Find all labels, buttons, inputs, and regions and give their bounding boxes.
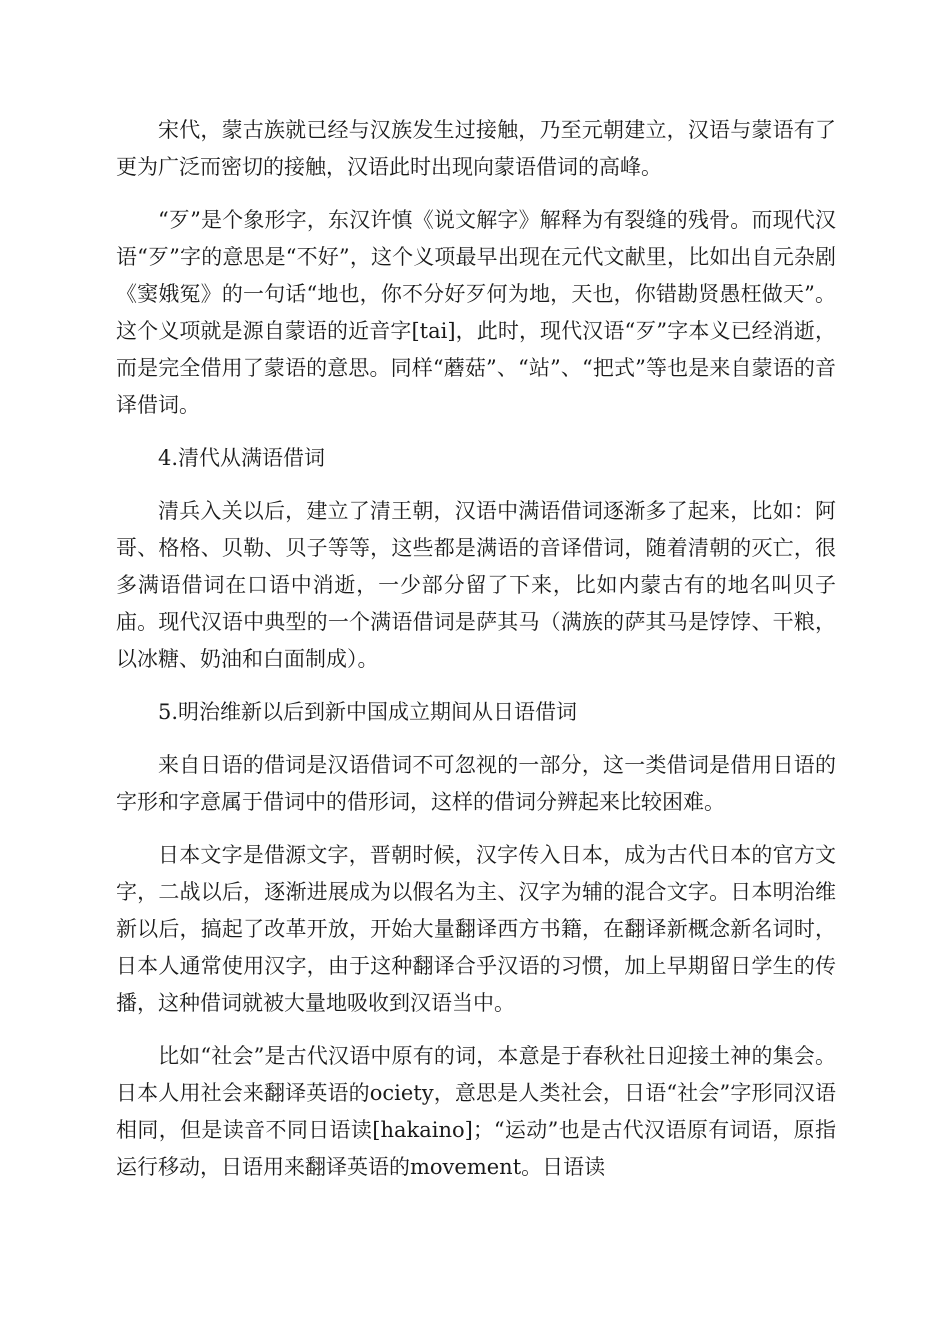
section-heading-qing-manchu: 4.清代从满语借词 [158,446,326,470]
section-heading-japanese-loanwords: 5.明治维新以后到新中国成立期间从日语借词 [158,700,578,724]
paragraph-shehui-example: 比如“社会”是古代汉语中原有的词，本意是于春秋社日迎接土神的集会。日本人用社会来翻译英语的ociety，意思是人类社会，日语“社会”字形同汉语相同，但是读音不同日语读[hakaino]；“运动”也是古代汉语原有词语，原指运行移动，日语用来翻译英语的movement。日语读 [116,1044,836,1179]
paragraph-dai-character: “歹”是个象形字，东汉许慎《说文解字》解释为有裂缝的残骨。而现代汉语“歹”字的意思是“不好”，这个义项最早出现在元代文献里，比如出自元杂剧《窦娥冤》的一句话“地也，你不分好歹何为地，天也，你错勘贤愚枉做天”。这个义项就是源自蒙语的近音字[tai]，此时，现代汉语“歹”字本义已经消逝，而是完全借用了蒙语的意思。同样“蘑菇”、“站”、“把式”等也是来自蒙语的音译借词。 [116,208,836,417]
paragraph-japanese-script: 日本文字是借源文字，晋朝时候，汉字传入日本，成为古代日本的官方文字，二战以后，逐渐进展成为以假名为主、汉字为辅的混合文字。日本明治维新以后，搞起了改革开放，开始大量翻译西方书籍，在翻译新概念新名词时，日本人通常使用汉字，由于这种翻译合乎汉语的习惯，加上早期留日学生的传播，这种借词就被大量地吸收到汉语当中。 [116,843,836,1015]
paragraph-manchu-loanwords: 清兵入关以后，建立了清王朝，汉语中满语借词逐渐多了起来，比如：阿哥、格格、贝勒、贝子等等，这些都是满语的音译借词，随着清朝的灭亡，很多满语借词在口语中消逝，一少部分留了下来，比如内蒙古有的地名叫贝子庙。现代汉语中典型的一个满语借词是萨其马（满族的萨其马是饽饽、干粮，以冰糖、奶油和白面制成）。 [116,499,836,671]
document-page [116,112,836,1202]
paragraph-song-mongol: 宋代，蒙古族就已经与汉族发生过接触，乃至元朝建立，汉语与蒙语有了更为广泛而密切的接触，汉语此时出现向蒙语借词的高峰。 [116,118,836,179]
paragraph-japanese-intro: 来自日语的借词是汉语借词不可忽视的一部分，这一类借词是借用日语的字形和字意属于借词中的借形词，这样的借词分辨起来比较困难。 [116,753,836,814]
